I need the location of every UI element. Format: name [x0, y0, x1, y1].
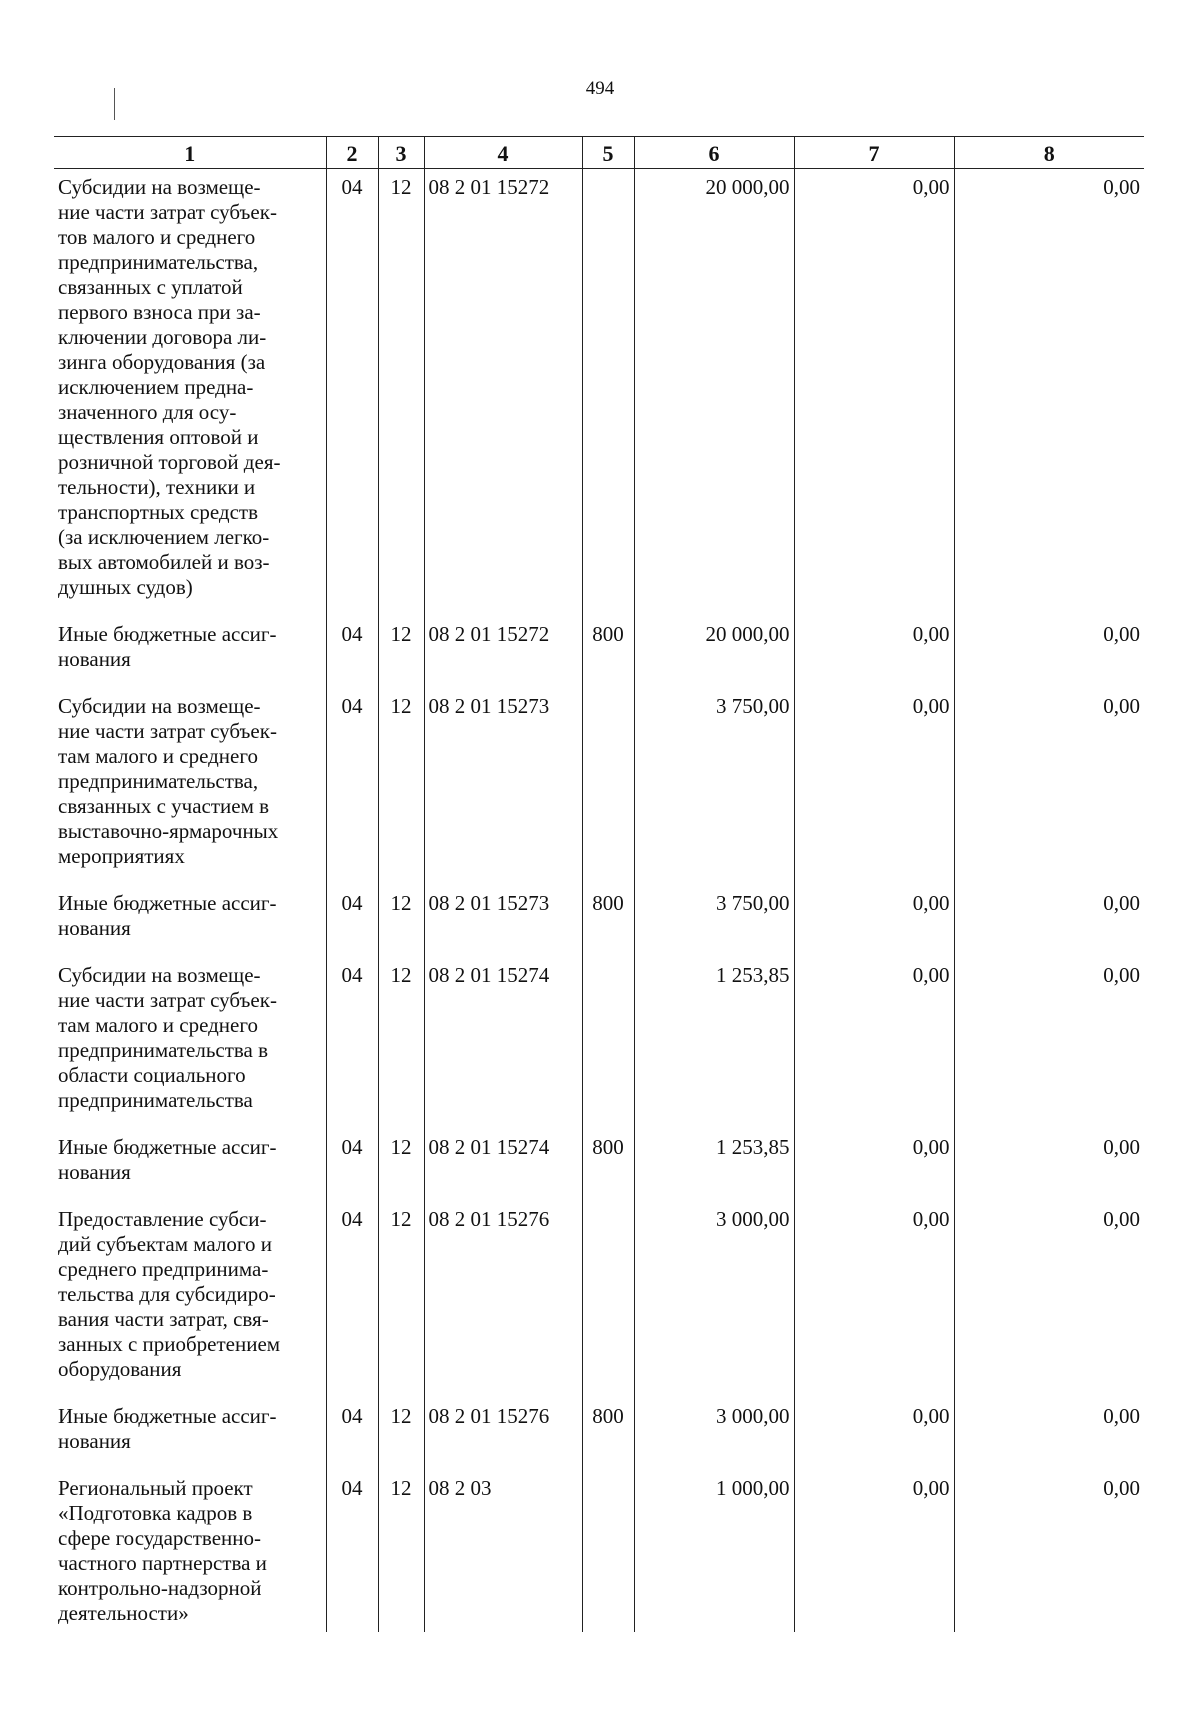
row-name-line: первого взноса при за-	[58, 300, 261, 324]
subsection-code: 12	[378, 1129, 424, 1201]
row-name-line: выставочно-ярмарочных	[58, 819, 279, 843]
table-row	[54, 1201, 1144, 1398]
row-name-line: зинга оборудования (за	[58, 350, 266, 374]
amount-col6: 1 000,00	[634, 1470, 794, 1632]
table-row	[54, 957, 1144, 1129]
row-name-line: Иные бюджетные ассиг-	[58, 891, 277, 915]
amount-col7: 0,00	[794, 688, 954, 885]
expense-type-code	[582, 169, 634, 617]
row-name-line: Предоставление субси-	[58, 1207, 267, 1231]
amount-col7: 0,00	[794, 957, 954, 1129]
target-article-code: 08 2 03	[424, 1470, 582, 1632]
row-name-line: мероприятиях	[58, 844, 185, 868]
amount-col7: 0,00	[794, 1470, 954, 1632]
row-name-line: Региональный проект	[58, 1476, 253, 1500]
expense-type-code: 800	[582, 616, 634, 688]
page-number: 494	[585, 78, 615, 99]
row-name-line: Иные бюджетные ассиг-	[58, 622, 277, 646]
subsection-code: 12	[378, 957, 424, 1129]
row-name	[54, 616, 326, 688]
row-name-line: среднего предпринима-	[58, 1257, 269, 1281]
row-name-line: вых автомобилей и воз-	[58, 550, 270, 574]
row-name-line: тельности), техники и	[58, 475, 256, 499]
section-code: 04	[326, 885, 378, 957]
amount-col6: 1 253,85	[634, 1129, 794, 1201]
table-body	[54, 169, 1144, 1633]
budget-table	[54, 136, 1144, 1632]
amount-col8: 0,00	[954, 1129, 1144, 1201]
row-name-line: душных судов)	[58, 575, 193, 599]
amount-col8: 0,00	[954, 1398, 1144, 1470]
row-name-line: (за исключением легко-	[58, 525, 270, 549]
table-row	[54, 1129, 1144, 1201]
table-row	[54, 885, 1144, 957]
subsection-code: 12	[378, 885, 424, 957]
column-header-4: 4	[424, 137, 582, 169]
row-name-line: Субсидии на возмеще-	[58, 694, 261, 718]
expense-type-code: 800	[582, 885, 634, 957]
amount-col7: 0,00	[794, 1201, 954, 1398]
table-row	[54, 1398, 1144, 1470]
section-code: 04	[326, 616, 378, 688]
expense-type-code	[582, 957, 634, 1129]
row-name	[54, 688, 326, 885]
column-header-6: 6	[634, 137, 794, 169]
subsection-code: 12	[378, 616, 424, 688]
row-name-line: связанных с уплатой	[58, 275, 243, 299]
row-name-line: розничной торговой дея-	[58, 450, 281, 474]
row-name	[54, 885, 326, 957]
row-name-line: деятельности»	[58, 1601, 189, 1625]
table-row	[54, 1470, 1144, 1632]
amount-col8: 0,00	[954, 1201, 1144, 1398]
amount-col7: 0,00	[794, 885, 954, 957]
row-name-line: тов малого и среднего	[58, 225, 256, 249]
subsection-code: 12	[378, 1201, 424, 1398]
section-code: 04	[326, 1470, 378, 1632]
row-name-line: Субсидии на возмеще-	[58, 963, 261, 987]
row-name-line: ключении договора ли-	[58, 325, 267, 349]
row-name-line: вания части затрат, свя-	[58, 1307, 269, 1331]
subsection-code: 12	[378, 688, 424, 885]
section-code: 04	[326, 169, 378, 617]
target-article-code: 08 2 01 15273	[424, 688, 582, 885]
target-article-code: 08 2 01 15276	[424, 1201, 582, 1398]
row-name-line: предпринимательства,	[58, 769, 259, 793]
amount-col8: 0,00	[954, 688, 1144, 885]
row-name-line: оборудования	[58, 1357, 182, 1381]
amount-col6: 20 000,00	[634, 169, 794, 617]
amount-col8: 0,00	[954, 1470, 1144, 1632]
amount-col6: 1 253,85	[634, 957, 794, 1129]
row-name-line: нования	[58, 647, 131, 671]
subsection-code: 12	[378, 169, 424, 617]
amount-col8: 0,00	[954, 169, 1144, 617]
subsection-code: 12	[378, 1398, 424, 1470]
row-name-line: предпринимательства в	[58, 1038, 269, 1062]
target-article-code: 08 2 01 15276	[424, 1398, 582, 1470]
amount-col7: 0,00	[794, 1398, 954, 1470]
row-name-line: занных с приобретением	[58, 1332, 281, 1356]
amount-col8: 0,00	[954, 885, 1144, 957]
amount-col6: 20 000,00	[634, 616, 794, 688]
row-name-line: частного партнерства и	[58, 1551, 267, 1575]
expense-type-code	[582, 1201, 634, 1398]
row-name-line: контрольно-надзорной	[58, 1576, 262, 1600]
row-name-line: нования	[58, 916, 131, 940]
row-name-line: Субсидии на возмеще-	[58, 175, 261, 199]
amount-col6: 3 750,00	[634, 688, 794, 885]
expense-type-code: 800	[582, 1129, 634, 1201]
table-row	[54, 169, 1144, 617]
row-name-line: ние части затрат субъек-	[58, 988, 277, 1012]
expense-type-code: 800	[582, 1398, 634, 1470]
row-name-line: ние части затрат субъек-	[58, 200, 277, 224]
section-code: 04	[326, 957, 378, 1129]
column-header-2: 2	[326, 137, 378, 169]
row-name-line: области социального	[58, 1063, 246, 1087]
amount-col7: 0,00	[794, 169, 954, 617]
section-code: 04	[326, 1129, 378, 1201]
table-row	[54, 688, 1144, 885]
row-name-line: транспортных средств	[58, 500, 259, 524]
row-name-line: предпринимательства,	[58, 250, 259, 274]
section-code: 04	[326, 688, 378, 885]
row-name-line: нования	[58, 1429, 131, 1453]
row-name-line: ние части затрат субъек-	[58, 719, 277, 743]
header-row	[54, 137, 1144, 169]
section-code: 04	[326, 1398, 378, 1470]
row-name-line: дий субъектам малого и	[58, 1232, 272, 1256]
row-name-line: «Подготовка кадров в	[58, 1501, 253, 1525]
target-article-code: 08 2 01 15272	[424, 169, 582, 617]
row-name-line: там малого и среднего	[58, 1013, 258, 1037]
amount-col8: 0,00	[954, 957, 1144, 1129]
row-name-line: тельства для субсидиро-	[58, 1282, 276, 1306]
row-name-line: сфере государственно-	[58, 1526, 261, 1550]
row-name-line: нования	[58, 1160, 131, 1184]
column-header-8: 8	[954, 137, 1144, 169]
column-header-7: 7	[794, 137, 954, 169]
row-name-line: там малого и среднего	[58, 744, 258, 768]
column-header-5: 5	[582, 137, 634, 169]
row-name	[54, 169, 326, 617]
row-name	[54, 957, 326, 1129]
amount-col7: 0,00	[794, 616, 954, 688]
row-name-line: значенного для осу-	[58, 400, 237, 424]
target-article-code: 08 2 01 15273	[424, 885, 582, 957]
column-header-1: 1	[54, 137, 326, 169]
amount-col6: 3 000,00	[634, 1398, 794, 1470]
table-row	[54, 616, 1144, 688]
amount-col8: 0,00	[954, 616, 1144, 688]
row-name-line: Иные бюджетные ассиг-	[58, 1135, 277, 1159]
row-name	[54, 1129, 326, 1201]
section-code: 04	[326, 1201, 378, 1398]
amount-col7: 0,00	[794, 1129, 954, 1201]
target-article-code: 08 2 01 15272	[424, 616, 582, 688]
row-name	[54, 1201, 326, 1398]
row-name-line: связанных с участием в	[58, 794, 270, 818]
target-article-code: 08 2 01 15274	[424, 957, 582, 1129]
row-name	[54, 1398, 326, 1470]
row-name-line: Иные бюджетные ассиг-	[58, 1404, 277, 1428]
subsection-code: 12	[378, 1470, 424, 1632]
margin-mark	[114, 88, 115, 120]
row-name-line: предпринимательства	[58, 1088, 253, 1112]
column-header-3: 3	[378, 137, 424, 169]
expense-type-code	[582, 1470, 634, 1632]
amount-col6: 3 750,00	[634, 885, 794, 957]
row-name	[54, 1470, 326, 1632]
target-article-code: 08 2 01 15274	[424, 1129, 582, 1201]
amount-col6: 3 000,00	[634, 1201, 794, 1398]
expense-type-code	[582, 688, 634, 885]
row-name-line: ществления оптовой и	[58, 425, 259, 449]
row-name-line: исключением предна-	[58, 375, 254, 399]
